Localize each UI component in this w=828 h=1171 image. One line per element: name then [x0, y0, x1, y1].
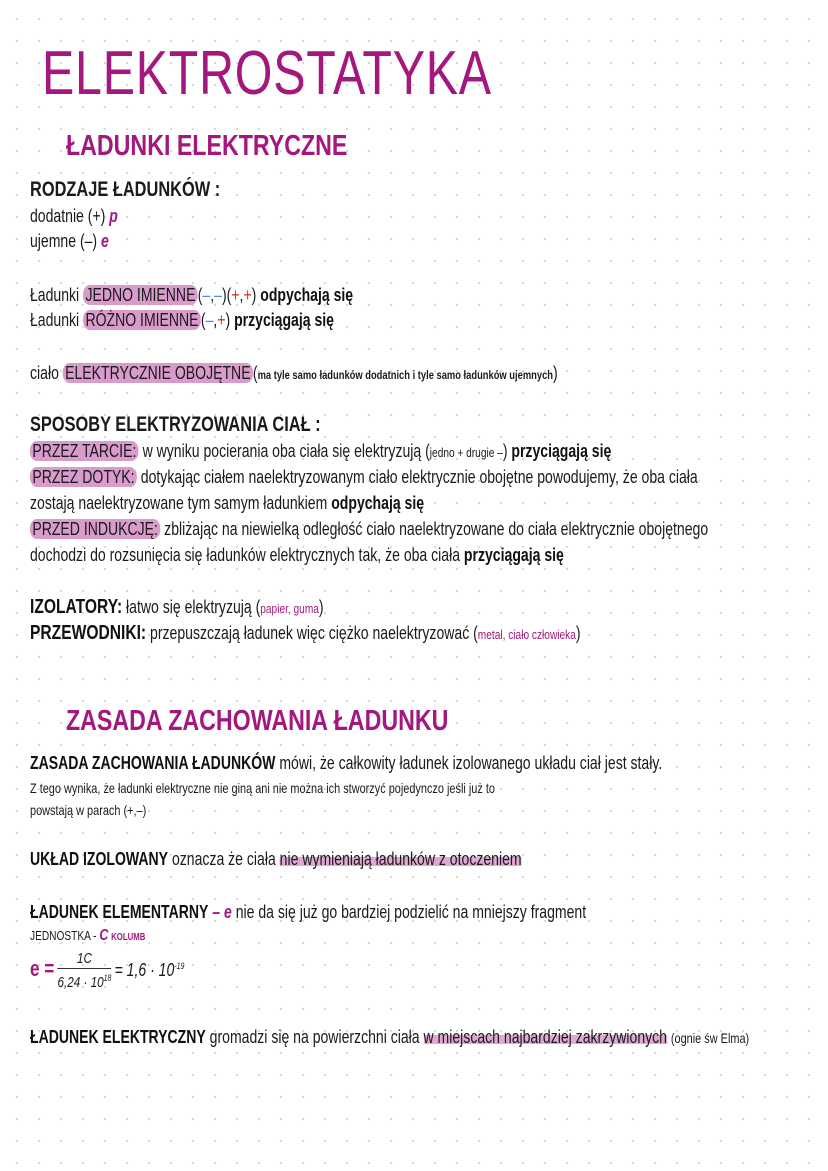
law-line [30, 752, 662, 774]
numerator: 1C [57, 950, 111, 969]
positive-charge-line [30, 205, 118, 227]
insulators-line: IZOLATORY: łatwo się elektryzują (papier, guma) [30, 596, 324, 618]
charge-line [30, 1026, 749, 1049]
unit-symbol: C [99, 927, 109, 944]
text: zbliżając na niewielką odległość ciało naelektryzowane do ciała elektrycznie obojętnego [164, 519, 709, 539]
rhs: = $1,6 \cdot 10^{-19}$ [114, 960, 185, 980]
plus: + [217, 310, 226, 330]
bold-text: odpychają się [260, 285, 354, 305]
fraction [57, 950, 111, 992]
text: w wyniku pocierania oba ciała się elektryzują [142, 441, 422, 461]
prefix: Ładunki [30, 285, 80, 305]
section-heading-conservation: ZASADA ZACHOWANIA ŁADUNKU [66, 705, 449, 737]
neutral-line: ciało ELEKTRYCZNIE OBOJĘTNE (ma tyle samo ładunków dodatnich i tyle samo ładunków ujemnych) [30, 363, 558, 383]
unit-line [30, 925, 145, 949]
label: IZOLATORY: [30, 596, 123, 618]
touch-line-2 [30, 492, 424, 514]
highlight: RÓŻNO IMIENNE [83, 310, 201, 330]
examples: metal, ciało człowieka [477, 627, 576, 642]
bold-text: przyciągają się [511, 441, 612, 461]
prefix: Ładunki [30, 310, 80, 330]
label: dodatnie (+) [30, 206, 106, 226]
text: łatwo się elektryzują [126, 597, 252, 617]
proton-symbol: p [109, 206, 118, 226]
bold-text: UKŁAD IZOLOWANY [30, 849, 169, 869]
text: zostają naelektryzowane tym samym ładunkiem [30, 493, 328, 513]
prefix: ciało [30, 363, 59, 383]
electron-symbol: – e [212, 902, 232, 922]
text: mówi, że całkowity ładunek izolowanego układu ciał jest stały. [279, 753, 663, 773]
text: dotykając ciałem naelektryzowanym ciało elektrycznie obojętne powodujemy, że oba ciała [140, 467, 698, 487]
unit-name: KOLUMB [111, 932, 146, 943]
bold-text: ZASADA ZACHOWANIA ŁADUNKÓW [30, 753, 276, 773]
bold-text: przyciągają się [234, 310, 334, 330]
page-title: ELEKTROSTATYKA [42, 39, 492, 108]
highlight: w miejscach najbardziej zakrzywionych [423, 1027, 667, 1047]
note-line-1: Z tego wynika, że ładunki elektryczne nie giną ani nie można ich stworzyć pojedynczo jeśli już to [30, 780, 495, 796]
friction-line: PRZEZ TARCIE: w wyniku pocierania oba ciała się elektryzują (jedno + drugie –) przyciągają się [30, 440, 611, 464]
label: ujemne (–) [30, 231, 98, 251]
denominator: $6,24 \cdot 10^{18}$ [57, 973, 112, 992]
bold-text: przyciągają się [463, 545, 564, 565]
plus: + [231, 285, 240, 305]
label: JEDNOSTKA - [30, 928, 97, 943]
highlight: nie wymieniają ładunków z otoczeniem [279, 849, 522, 869]
minus: – [202, 285, 211, 305]
methods-heading: SPOSOBY ELEKTRYZOWANIA CIAŁ : [30, 413, 321, 436]
isolated-line [30, 848, 522, 870]
text: nie da się już go bardziej podzielić na mniejszy fragment [235, 902, 587, 922]
note: ma tyle samo ładunków dodatnich i tyle samo ładunków ujemnych [257, 368, 554, 382]
minus: – [214, 285, 222, 305]
section-heading-charges: ŁADUNKI ELEKTRYCZNE [66, 130, 348, 162]
negative-charge-line [30, 230, 109, 252]
types-heading: RODZAJE ŁADUNKÓW : [30, 178, 221, 201]
text: przepuszczają ładunek więc ciężko naelektryzować [150, 623, 470, 643]
like-charges-line: Ładunki JEDNO IMIENNE (–,–)(+,+) odpychają się [30, 285, 354, 305]
plus: + [243, 285, 252, 305]
touch-line [30, 466, 698, 488]
bold-text: odpychają się [331, 493, 425, 513]
label: PRZEWODNIKI: [30, 622, 147, 644]
text: gromadzi się na powierzchni ciała [209, 1027, 420, 1047]
electron-symbol: e [101, 231, 109, 251]
induction-line [30, 518, 708, 540]
label: PRZEZ TARCIE: [30, 441, 139, 461]
induction-line-2 [30, 544, 564, 566]
text: dochodzi do rozsunięcia się ładunków elektrycznych tak, że oba ciała [30, 545, 461, 565]
note: (ognie św Elma) [670, 1030, 750, 1046]
examples: papier, guma [260, 601, 319, 616]
label: PRZEZ DOTYK: [30, 467, 137, 487]
label: PRZED INDUKCJĘ: [30, 519, 160, 539]
note: jedno + drugie – [429, 445, 503, 460]
minus: – [205, 310, 214, 330]
highlight: JEDNO IMIENNE [83, 285, 198, 305]
bold-text: ŁADUNEK ELEKTRYCZNY [30, 1027, 206, 1047]
unlike-charges-line: Ładunki RÓŻNO IMIENNE (–,+) przyciągają się [30, 310, 334, 330]
note-line-2: powstają w parach (+,–) [30, 802, 147, 818]
formula [30, 948, 184, 992]
bold-text: ŁADUNEK ELEMENTARNY [30, 902, 209, 922]
conductors-line: PRZEWODNIKI: przepuszczają ładunek więc ciężko naelektryzować (metal, ciało człowieka) [30, 622, 581, 644]
text: oznacza że ciała [171, 849, 276, 869]
elementary-line [30, 901, 586, 923]
highlight: ELEKTRYCZNIE OBOJĘTNE [63, 363, 253, 383]
lhs: e = [30, 956, 55, 981]
